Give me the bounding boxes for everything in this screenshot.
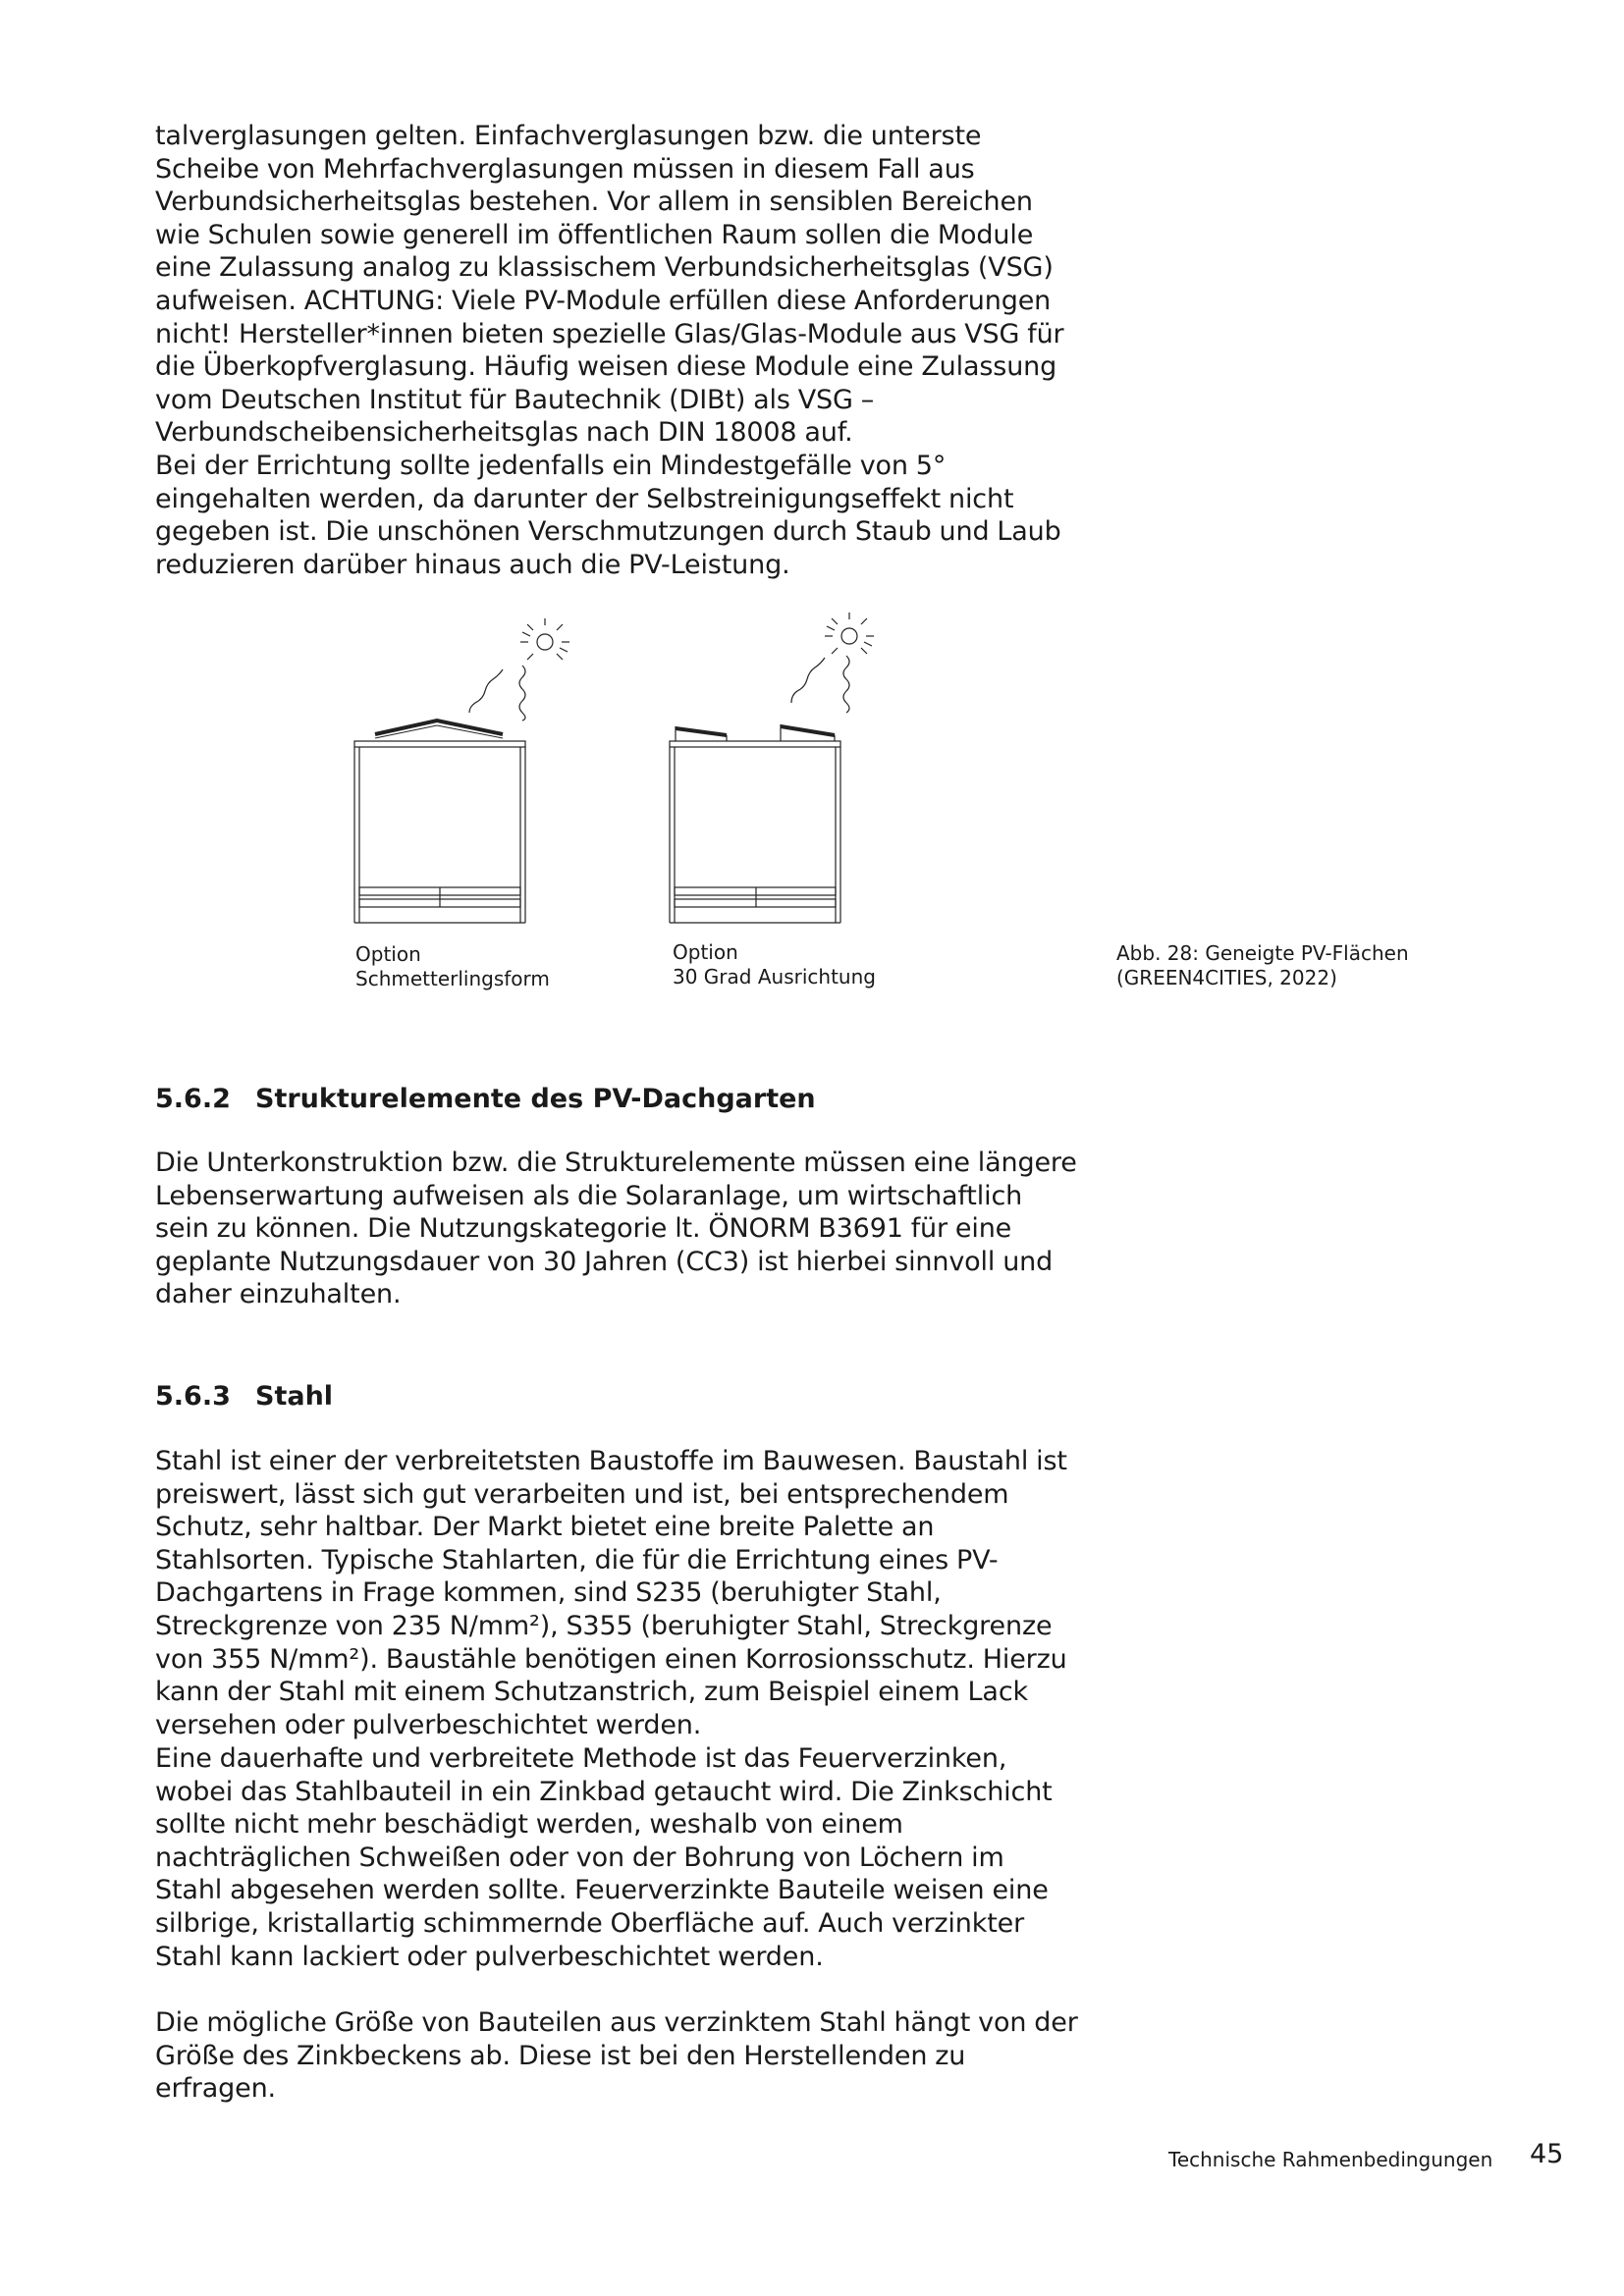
paragraph-vsg [155, 120, 1078, 450]
section-title: Strukturelemente des PV-Dachgarten [255, 1084, 816, 1114]
pv-building-icon [354, 721, 525, 923]
figure-label-option-1 [355, 942, 550, 991]
option-label: Option [673, 940, 738, 964]
figure-caption [1116, 941, 1548, 990]
heat-wave-icon [469, 666, 525, 721]
paragraph-feuerverzinken [155, 1742, 1078, 1973]
option-description: 30 Grad Ausrichtung [673, 965, 876, 988]
page-number: 45 [1530, 2139, 1564, 2169]
sun-icon [520, 618, 569, 660]
paragraph-text: talverglasungen gelten. Einfachverglasungen bzw. die unterste Scheibe von Mehrfachverglasungen müssen in diesem Fall aus Verbundsicherheitsglas bestehen. Vor allem in sensiblen Bereichen wie Schulen sowie generell im öffentlichen Raum sollen die Module eine Zulassung analog zu klassischem Verbundsicherheitsglas (VSG) aufweisen. ACHTUNG: Viele PV-Module erfüllen diese Anforderungen nicht! Hersteller*innen bieten spezielle Glas/Glas-Module aus VSG für die Überkopfverglasung. Häufig weisen diese Module eine Zulassung vom Deutschen Institut für Bautechnik (DIBt) als VSG – Verbundscheibensicherheitsglas nach DIN 18008 auf. [155, 121, 1064, 449]
paragraph-stahl [155, 1445, 1078, 1741]
footer-chapter-title: Technische Rahmenbedingungen [1168, 2148, 1493, 2171]
heat-wave-icon [791, 656, 849, 713]
figure-caption-text: Abb. 28: Geneigte PV-Flächen (GREEN4CITIES, 2022) [1116, 941, 1409, 989]
pv-figure [334, 609, 884, 933]
paragraph-mindestgefaelle [155, 450, 1078, 581]
pv-building-icon [670, 724, 840, 923]
sun-icon [825, 613, 874, 654]
paragraph-text: Die Unterkonstruktion bzw. die Strukturelemente müssen eine längere Lebenserwartung aufweisen als die Solaranlage, um wirtschaftlich sein zu können. Die Nutzungskategorie lt. ÖNORM B3691 für eine geplante Nutzungsdauer von 30 Jahren (CC3) ist hierbei sinnvoll und daher einzuhalten. [155, 1148, 1077, 1310]
option-label: Option [355, 942, 421, 966]
section-number: 5.6.3 [155, 1381, 231, 1412]
paragraph-text: Bei der Errichtung sollte jedenfalls ein Mindestgefälle von 5° eingehalten werden, da darunter der Selbstreinigungseffekt nicht gegeben ist. Die unschönen Verschmutzungen durch Staub und Laub reduzieren darüber hinaus auch die PV-Leistung. [155, 451, 1061, 580]
paragraph-text: Eine dauerhafte und verbreitete Methode ist das Feuerverzinken, wobei das Stahlbauteil in ein Zinkbad getaucht wird. Die Zinkschicht sollte nicht mehr beschädigt werden, weshalb von einem nachträglichen Schweißen oder von der Bohrung von Löchern im Stahl abgesehen werden sollte. Feuerverzinkte Bauteile weisen eine silbrige, kristallartig schimmernde Oberfläche auf. Auch verzinkter Stahl kann lackiert oder pulverbeschichtet werden. [155, 1743, 1053, 1972]
section-heading-5-6-2 [155, 1083, 1078, 1116]
paragraph-zinkbecken [155, 2006, 1078, 2106]
paragraph-unterkonstruktion [155, 1147, 1078, 1311]
paragraph-text: Stahl ist einer der verbreitetsten Baustoffe im Bauwesen. Baustahl ist preiswert, lässt sich gut verarbeiten und ist, bei entsprechendem Schutz, sehr haltbar. Der Markt bietet eine breite Palette an Stahlsorten. Typische Stahlarten, die für die Errichtung eines PV-Dachgartens in Frage kommen, sind S235 (beruhigter Stahl, Streckgrenze von 235 N/mm²), S355 (beruhigter Stahl, Streckgrenze von 355 N/mm²). Baustähle benötigen einen Korrosionsschutz. Hierzu kann der Stahl mit einem Schutzanstrich, zum Beispiel einem Lack versehen oder pulverbeschichtet werden. [155, 1446, 1067, 1740]
paragraph-text: Die mögliche Größe von Bauteilen aus verzinktem Stahl hängt von der Größe des Zinkbeckens ab. Diese ist bei den Herstellenden zu erfragen. [155, 2007, 1078, 2105]
section-number: 5.6.2 [155, 1084, 231, 1114]
section-title: Stahl [255, 1381, 334, 1412]
option-description: Schmetterlingsform [355, 967, 550, 990]
figure-label-option-2 [673, 940, 876, 989]
section-heading-5-6-3 [155, 1380, 1078, 1414]
